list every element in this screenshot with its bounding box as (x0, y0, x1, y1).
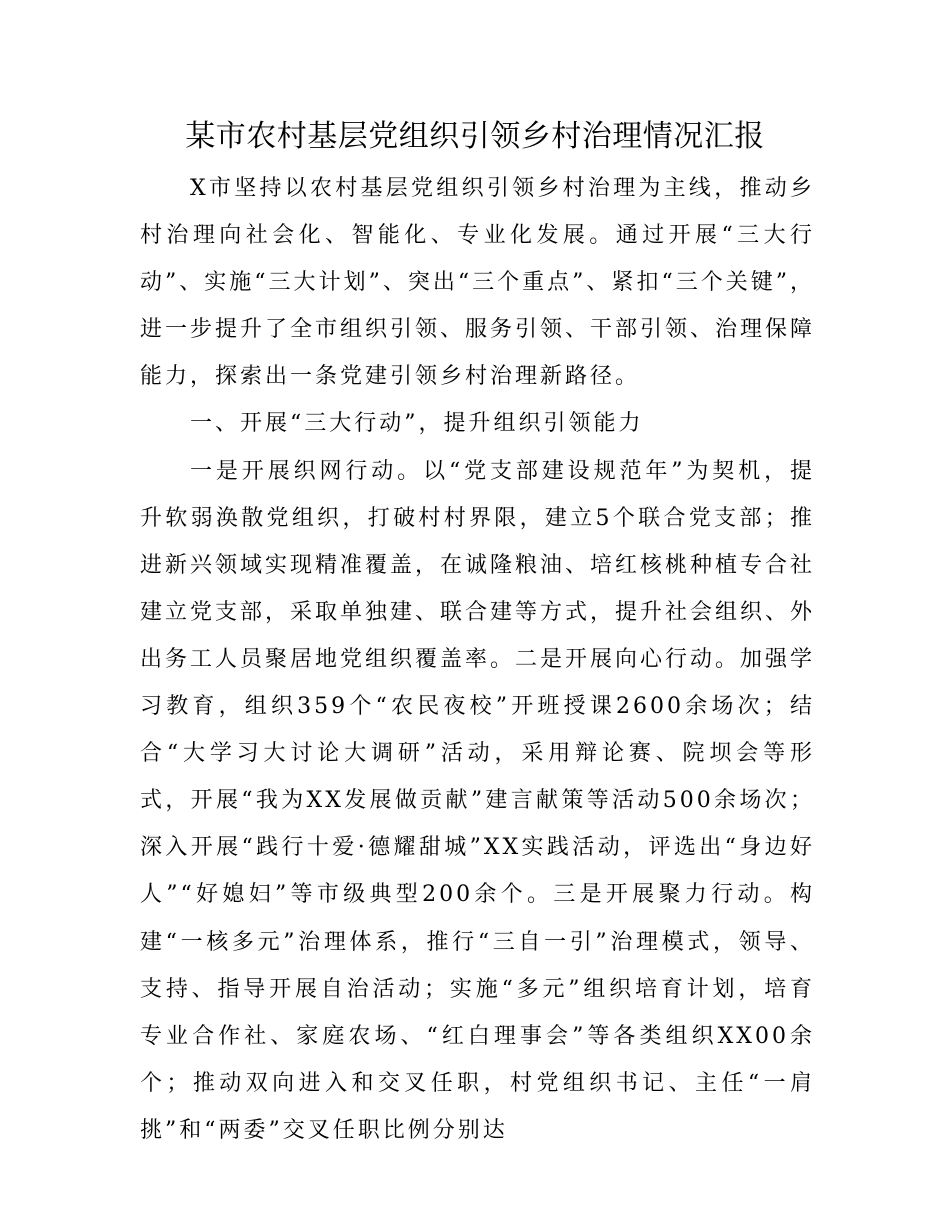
section-paragraph: 一是开展织网行动。以“党支部建设规范年”为契机，提升软弱涣散党组织，打破村村界限，建立5个联合党支部；推进新兴领域实现精准覆盖，在诚隆粮油、培红核桃种植专合社建立党支部，采取单独建、联合建等方式，提升社会组织、外出务工人员聚居地党组织覆盖率。二是开展向心行动。加强学习教育，组织359个“农民夜校”开班授课2600余场次；结合“大学习大讨论大调研”活动，采用辩论赛、院坝会等形式，开展“我为XX发展做贡献”建言献策等活动500余场次；深入开展“践行十爱·德耀甜城”XX实践活动，评选出“身边好人”“好媳妇”等市级典型200余个。三是开展聚力行动。构建“一核多元”治理体系，推行“三自一引”治理模式，领导、支持、指导开展自治活动；实施“多元”组织培育计划，培育专业合作社、家庭农场、“红白理事会”等各类组织XX00余个；推动双向进入和交叉任职，村党组织书记、主任“一肩挑”和“两委”交叉任职比例分别达 (140, 458, 816, 1143)
section-heading: 一、开展“三大行动”，提升组织引领能力 (190, 411, 644, 437)
document-body (140, 165, 815, 1154)
intro-paragraph: X市坚持以农村基层党组织引领乡村治理为主线，推动乡村治理向社会化、智能化、专业化发展。通过开展“三大行动”、实施“三大计划”、突出“三个重点”、紧扣“三个关键”，进一步提升了全市组织引领、服务引领、干部引领、治理保障能力，探索出一条党建引领乡村治理新路径。 (140, 176, 816, 390)
document-title: 某市农村基层党组织引领乡村治理情况汇报 (185, 119, 765, 154)
